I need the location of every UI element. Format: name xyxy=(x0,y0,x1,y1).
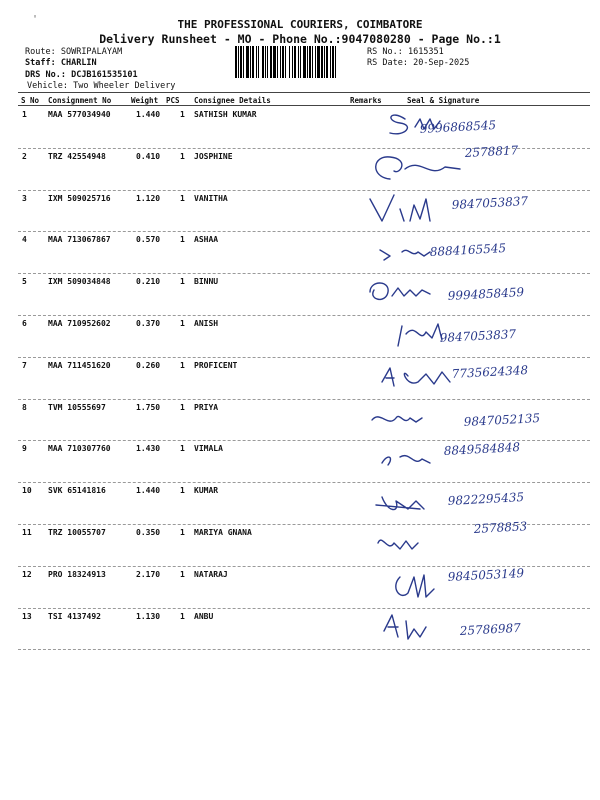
handwritten-signature xyxy=(360,232,600,274)
col-sno: S No xyxy=(21,96,40,105)
consignment-number: IXM 509025716 xyxy=(48,193,111,203)
handwritten-phone-number: 7735624348 xyxy=(451,362,529,381)
pcs-count: 1 xyxy=(180,110,185,119)
handwritten-signature xyxy=(360,483,600,525)
pcs-count: 1 xyxy=(180,444,185,454)
row-sno: 7 xyxy=(22,360,27,370)
consignee-name: PRIYA xyxy=(194,402,219,412)
staff-value: CHARLIN xyxy=(60,58,97,68)
row-sno: 12 xyxy=(22,569,32,579)
row-sno: 5 xyxy=(22,277,27,287)
pcs-count: 1 xyxy=(180,151,185,161)
consignee-name: JOSPHINE xyxy=(194,151,233,161)
weight-value: 1.120 xyxy=(136,193,161,203)
consignment-number: PRO 18324913 xyxy=(48,569,106,579)
pcs-count: 1 xyxy=(180,319,185,328)
handwritten-signature xyxy=(360,609,600,651)
table-row xyxy=(0,274,600,316)
col-weight: Weight xyxy=(131,96,159,105)
consignment-number: MAA 577034940 xyxy=(48,110,111,119)
handwritten-signature xyxy=(360,107,600,149)
rs-date-label: RS Date: xyxy=(367,58,408,68)
row-sno: 10 xyxy=(22,486,32,496)
signature-stroke xyxy=(380,250,430,260)
consignee-name: VIMALA xyxy=(194,444,223,454)
handwritten-signature xyxy=(360,400,600,442)
row-sno: 2 xyxy=(22,151,27,161)
drs-label: DRS No.: xyxy=(25,70,66,80)
consignee-name: NATARAJ xyxy=(194,569,228,579)
signature-stroke xyxy=(384,615,426,639)
col-consignee: Consignee Details xyxy=(194,96,271,105)
weight-value: 1.130 xyxy=(136,611,161,621)
staff-label: Staff: xyxy=(25,58,56,68)
consignment-number: MAA 713067867 xyxy=(48,235,111,245)
consignment-number: MAA 710307760 xyxy=(48,444,111,454)
weight-value: 0.370 xyxy=(136,319,161,328)
handwritten-phone-number: 2578817 xyxy=(464,143,519,160)
rs-date-line xyxy=(367,58,469,68)
consignment-number: SVK 65141816 xyxy=(48,486,106,496)
signature-stroke xyxy=(370,283,430,299)
header-rule-top xyxy=(18,92,590,93)
handwritten-phone-number: 25786987 xyxy=(459,620,522,638)
company-title: THE PROFESSIONAL COURIERS, COIMBATORE xyxy=(177,18,423,31)
table-row xyxy=(0,400,600,442)
col-seal-signature: Seal & Signature xyxy=(407,96,480,105)
col-consignment: Consignment No xyxy=(48,96,112,105)
weight-value: 1.750 xyxy=(136,402,161,412)
handwritten-phone-number: 2578853 xyxy=(473,519,528,536)
consignee-name: VANITHA xyxy=(194,193,228,203)
row-sno: 13 xyxy=(22,611,32,621)
rs-no-line xyxy=(367,47,444,57)
rs-no-value: 1615351 xyxy=(407,47,444,57)
weight-value: 0.350 xyxy=(136,528,161,537)
vehicle-label: Vehicle: xyxy=(27,81,68,91)
table-row xyxy=(0,191,600,233)
consignment-number: TRZ 10055707 xyxy=(48,528,106,537)
table-row xyxy=(0,232,600,274)
drs-line xyxy=(25,70,138,80)
pcs-count: 1 xyxy=(180,402,185,412)
handwritten-phone-number: 9847052135 xyxy=(463,410,541,429)
col-pcs: PCS xyxy=(166,96,180,105)
signature-stroke xyxy=(372,416,422,422)
route-line xyxy=(25,47,122,57)
pcs-count: 1 xyxy=(180,277,185,287)
weight-value: 1.440 xyxy=(136,110,161,119)
row-sno: 3 xyxy=(22,193,27,203)
consignee-name: PROFICENT xyxy=(194,360,238,370)
consignee-name: MARIYA GNANA xyxy=(194,528,252,537)
handwritten-phone-number: 8849584848 xyxy=(443,440,521,459)
handwritten-phone-number: 9822295435 xyxy=(447,490,525,509)
weight-value: 0.410 xyxy=(136,151,161,161)
handwritten-phone-number: 9845053149 xyxy=(447,565,525,584)
signature-stroke xyxy=(376,157,460,179)
consignee-name: ANISH xyxy=(194,319,219,328)
handwritten-signature xyxy=(360,519,600,567)
row-sno: 8 xyxy=(22,402,27,412)
route-label: Route: xyxy=(25,47,56,57)
row-sno: 11 xyxy=(22,528,32,537)
handwritten-phone-number: 9847053837 xyxy=(439,327,517,345)
consignment-number: TSI 4137492 xyxy=(48,611,101,621)
vehicle-value: Two Wheeler Delivery xyxy=(73,81,176,91)
weight-value: 1.440 xyxy=(136,486,161,496)
handwritten-signature xyxy=(360,316,600,358)
consignee-name: SATHISH KUMAR xyxy=(194,110,257,119)
pcs-count: 1 xyxy=(180,528,185,537)
signature-stroke xyxy=(396,575,434,597)
consignee-name: ANBU xyxy=(194,611,214,621)
handwritten-phone-number: 9996868545 xyxy=(419,118,497,136)
pcs-count: 1 xyxy=(180,486,185,496)
table-row xyxy=(0,316,600,358)
runsheet-title: Delivery Runsheet - MO - Phone No.:9047080280 - Page No.:1 xyxy=(99,32,501,46)
weight-value: 1.430 xyxy=(136,444,161,454)
row-sno: 4 xyxy=(22,235,27,245)
consignment-number: MAA 710952602 xyxy=(48,319,111,328)
handwritten-phone-number: 8884165545 xyxy=(429,241,507,260)
table-row xyxy=(0,609,600,651)
pcs-count: 1 xyxy=(180,611,185,621)
pcs-count: 1 xyxy=(180,569,185,579)
weight-value: 0.570 xyxy=(136,235,161,245)
signature-stroke xyxy=(378,540,418,549)
consignment-number: TVM 10555697 xyxy=(48,402,106,412)
row-separator xyxy=(18,649,590,650)
table-row xyxy=(0,519,600,567)
drs-value: DCJB161535101 xyxy=(71,70,138,80)
rs-no-label: RS No.: xyxy=(367,47,403,57)
weight-value: 0.260 xyxy=(136,360,161,370)
handwritten-signature xyxy=(360,274,600,316)
handwritten-phone-number: 9994858459 xyxy=(447,285,525,304)
table-row xyxy=(0,567,600,609)
consignment-number: MAA 711451620 xyxy=(48,360,111,370)
header-rule-bottom xyxy=(18,105,590,106)
signature-stroke xyxy=(382,368,450,386)
handwritten-signature xyxy=(360,143,600,191)
handwritten-signature xyxy=(360,567,600,609)
weight-value: 2.170 xyxy=(136,569,161,579)
pcs-count: 1 xyxy=(180,360,185,370)
drs-barcode xyxy=(235,46,363,78)
signature-stroke xyxy=(382,456,430,465)
table-row xyxy=(0,441,600,483)
vehicle-line xyxy=(27,81,175,91)
staff-line xyxy=(25,58,97,68)
stray-mark: ' xyxy=(32,14,39,25)
row-sno: 1 xyxy=(22,110,27,119)
pcs-count: 1 xyxy=(180,235,185,245)
pcs-count: 1 xyxy=(180,193,185,203)
consignment-number: IXM 509034848 xyxy=(48,277,111,287)
rs-date-value: 20-Sep-2025 xyxy=(413,58,470,68)
handwritten-phone-number: 9847053837 xyxy=(451,193,529,212)
signature-stroke xyxy=(398,324,442,346)
route-value: SOWRIPALAYAM xyxy=(60,47,123,57)
handwritten-signature xyxy=(360,441,600,483)
signature-stroke xyxy=(370,195,430,221)
weight-value: 0.210 xyxy=(136,277,161,287)
handwritten-signature xyxy=(360,191,600,233)
consignee-name: ASHAA xyxy=(194,235,219,245)
row-sno: 9 xyxy=(22,444,27,454)
col-remarks: Remarks xyxy=(350,96,382,105)
table-row xyxy=(0,483,600,525)
row-sno: 6 xyxy=(22,319,27,328)
consignment-number: TRZ 42554948 xyxy=(48,151,106,161)
handwritten-signature xyxy=(360,358,600,400)
consignee-name: KUMAR xyxy=(194,486,219,496)
signature-stroke xyxy=(376,497,424,510)
consignee-name: BINNU xyxy=(194,277,219,287)
table-row xyxy=(0,143,600,191)
table-row xyxy=(0,358,600,400)
